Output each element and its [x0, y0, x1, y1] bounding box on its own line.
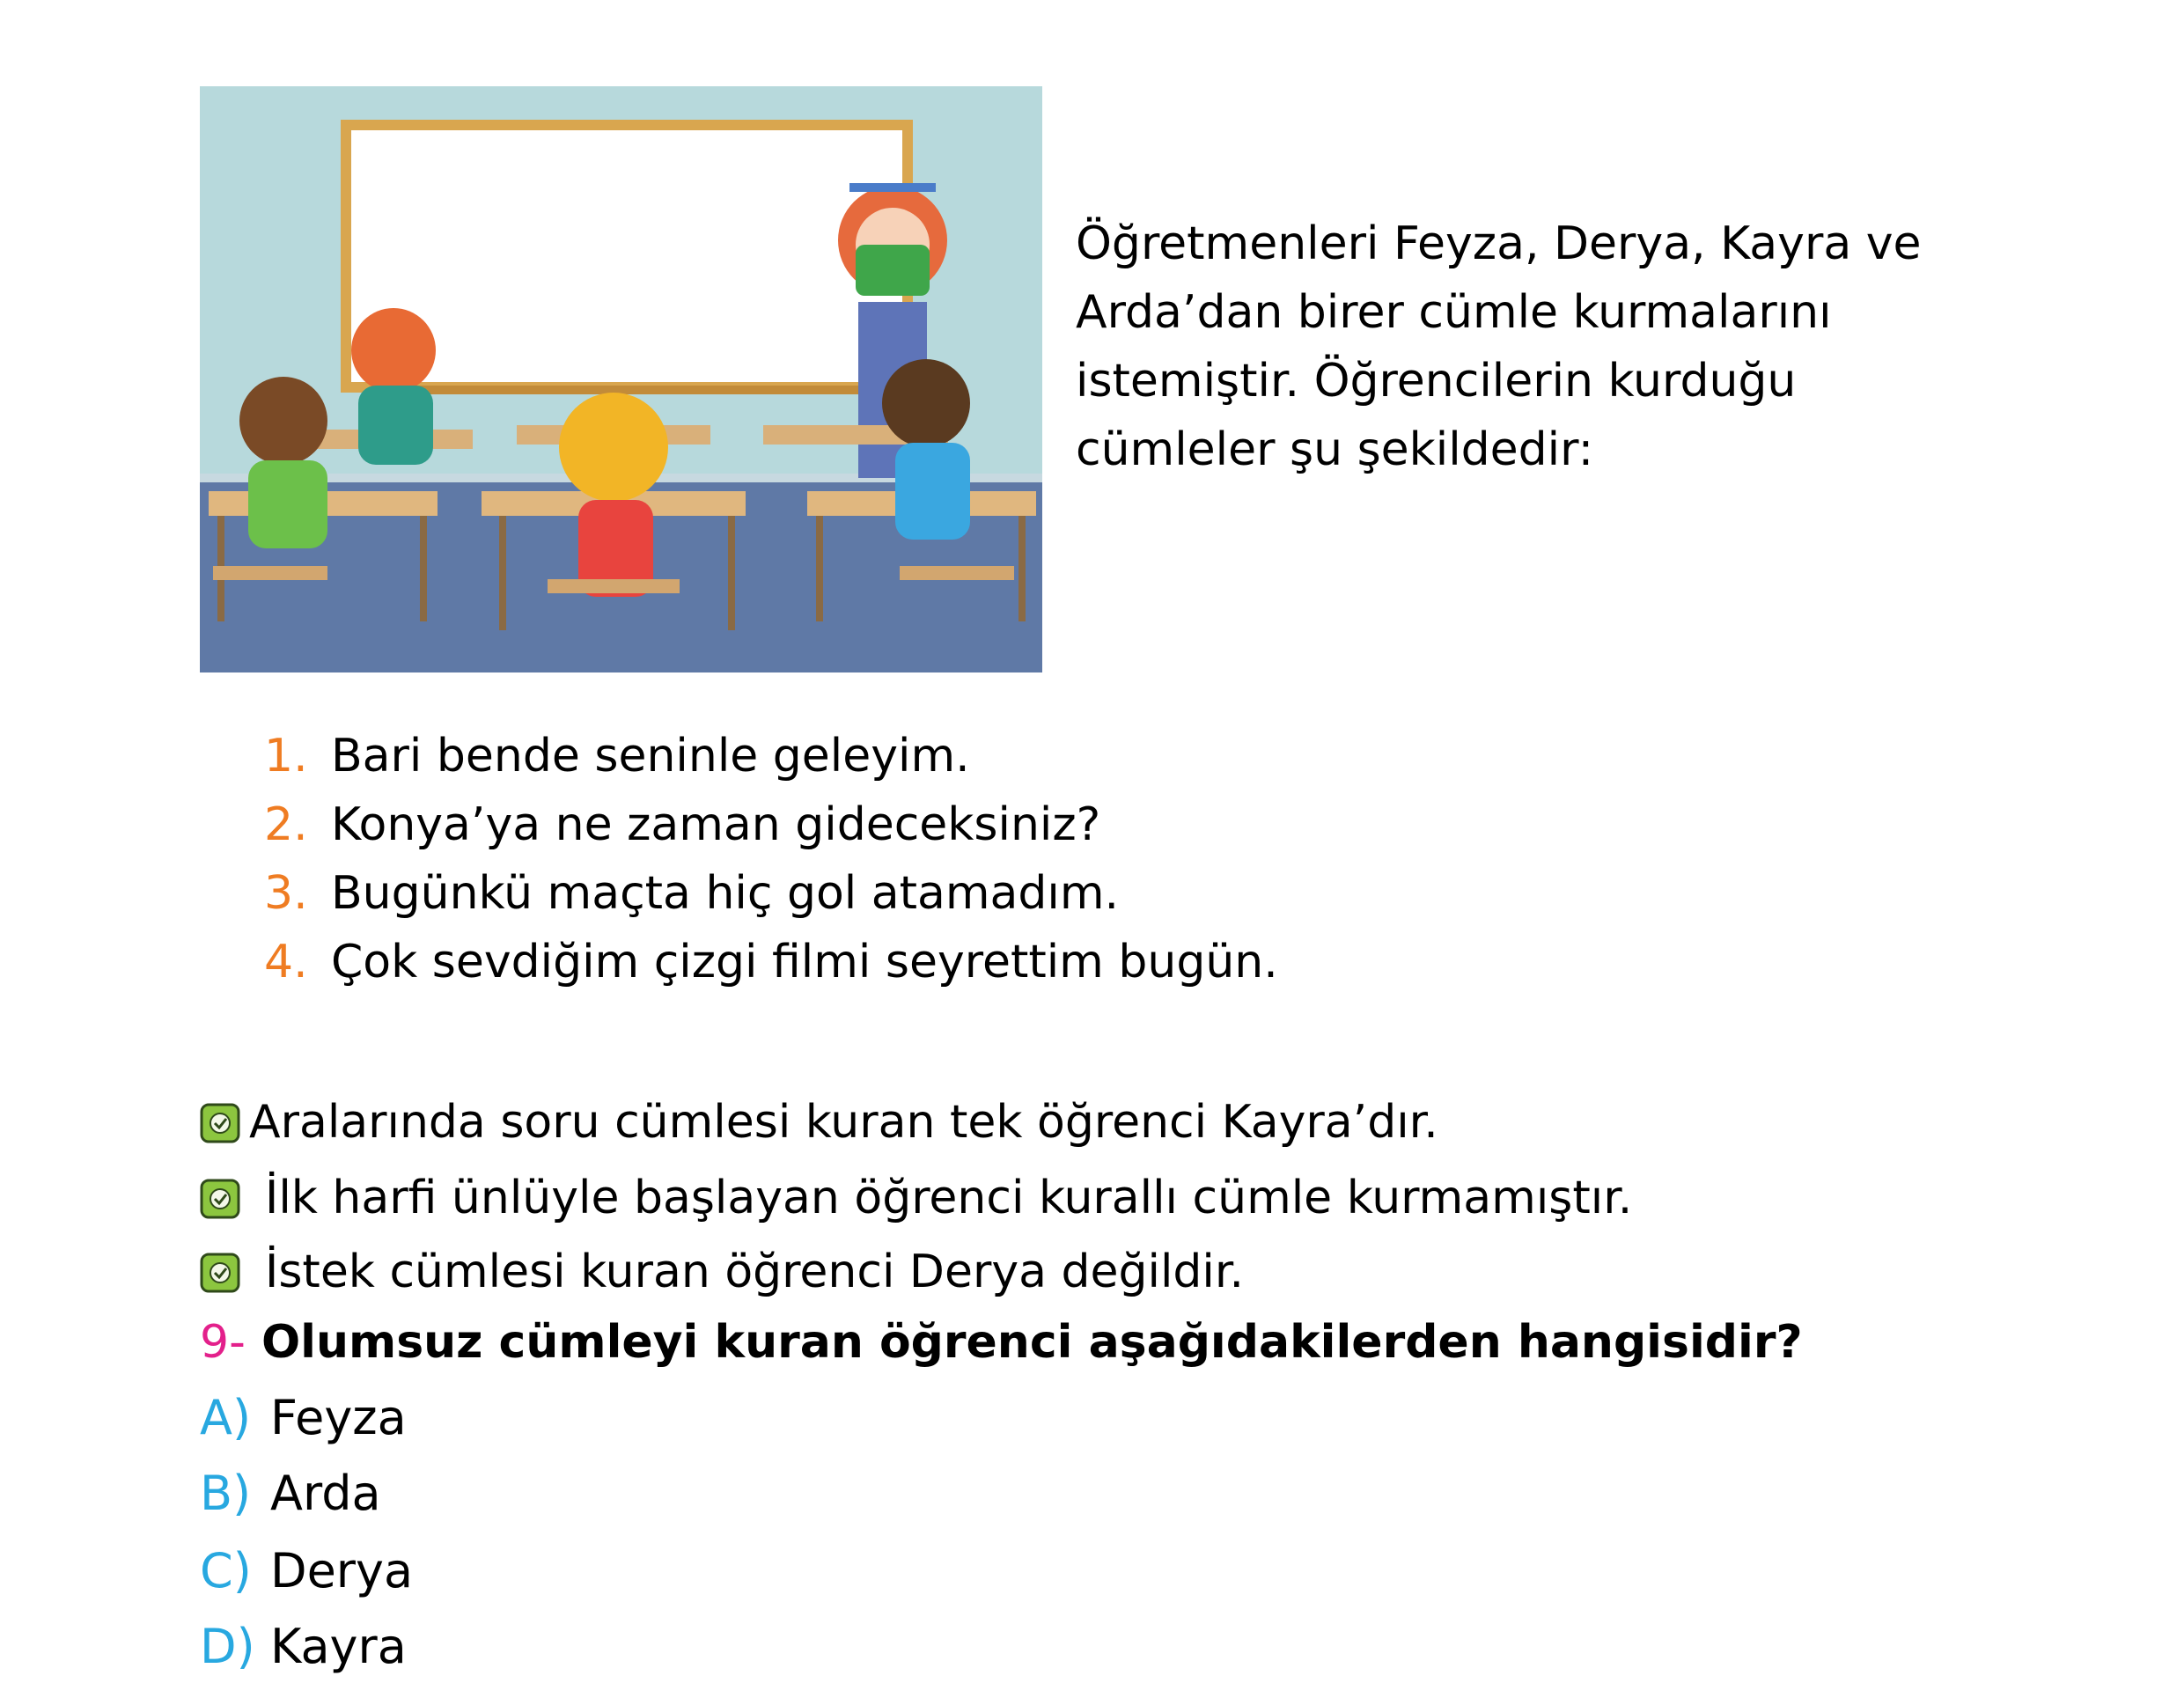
intro-text: Öğretmenleri Feyza, Derya, Kayra ve Arda’dan birer cümle kurmalarını istemiştir. Öğrencilerin kurduğu cümleler şu şekildedir:	[1076, 217, 1922, 476]
question-text: Olumsuz cümleyi kuran öğrenci aşağıdakilerden hangisidir?	[261, 1316, 1803, 1369]
statement-text: İlk harfi ünlüyle başlayan öğrenci kurallı cümle kurmamıştır.	[265, 1172, 1633, 1224]
question	[200, 1312, 1803, 1373]
list-number: 2.	[264, 798, 308, 851]
list-number: 4.	[264, 936, 308, 988]
check-box-icon	[200, 1253, 240, 1293]
question-number: 9-	[200, 1316, 246, 1369]
sentence-text: Çok sevdiğim çizgi filmi seyrettim bugün.	[331, 936, 1278, 988]
option-c[interactable]	[200, 1540, 413, 1602]
statement-2	[200, 1167, 1632, 1229]
option-text: Feyza	[270, 1390, 407, 1445]
option-letter: D)	[200, 1619, 255, 1674]
option-text: Kayra	[270, 1619, 407, 1674]
option-a[interactable]	[200, 1387, 407, 1449]
option-letter: A)	[200, 1390, 252, 1445]
option-letter: C)	[200, 1543, 252, 1598]
option-text: Derya	[270, 1543, 414, 1598]
option-letter: B)	[200, 1466, 252, 1521]
list-item	[264, 790, 1278, 859]
sentence-list	[264, 722, 1278, 996]
check-box-icon	[200, 1103, 240, 1143]
list-number: 3.	[264, 867, 308, 920]
list-number: 1.	[264, 730, 308, 783]
list-item	[264, 859, 1278, 928]
classroom-illustration	[200, 86, 1042, 672]
list-item	[264, 928, 1278, 996]
sentence-text: Bari bende seninle geleyim.	[331, 730, 970, 783]
option-b[interactable]	[200, 1463, 381, 1525]
statement-1	[200, 1091, 1438, 1153]
sentence-text: Konya’ya ne zaman gideceksiniz?	[331, 798, 1101, 851]
option-text: Arda	[270, 1466, 381, 1521]
list-item	[264, 722, 1278, 790]
statement-text: Aralarında soru cümlesi kuran tek öğrenci Kayra’dır.	[249, 1096, 1438, 1149]
statement-3	[200, 1241, 1244, 1303]
check-box-icon	[200, 1179, 240, 1219]
sentence-text: Bugünkü maçta hiç gol atamadım.	[331, 867, 1120, 920]
option-d[interactable]	[200, 1616, 407, 1678]
statement-text: İstek cümlesi kuran öğrenci Derya değildir.	[265, 1246, 1245, 1298]
